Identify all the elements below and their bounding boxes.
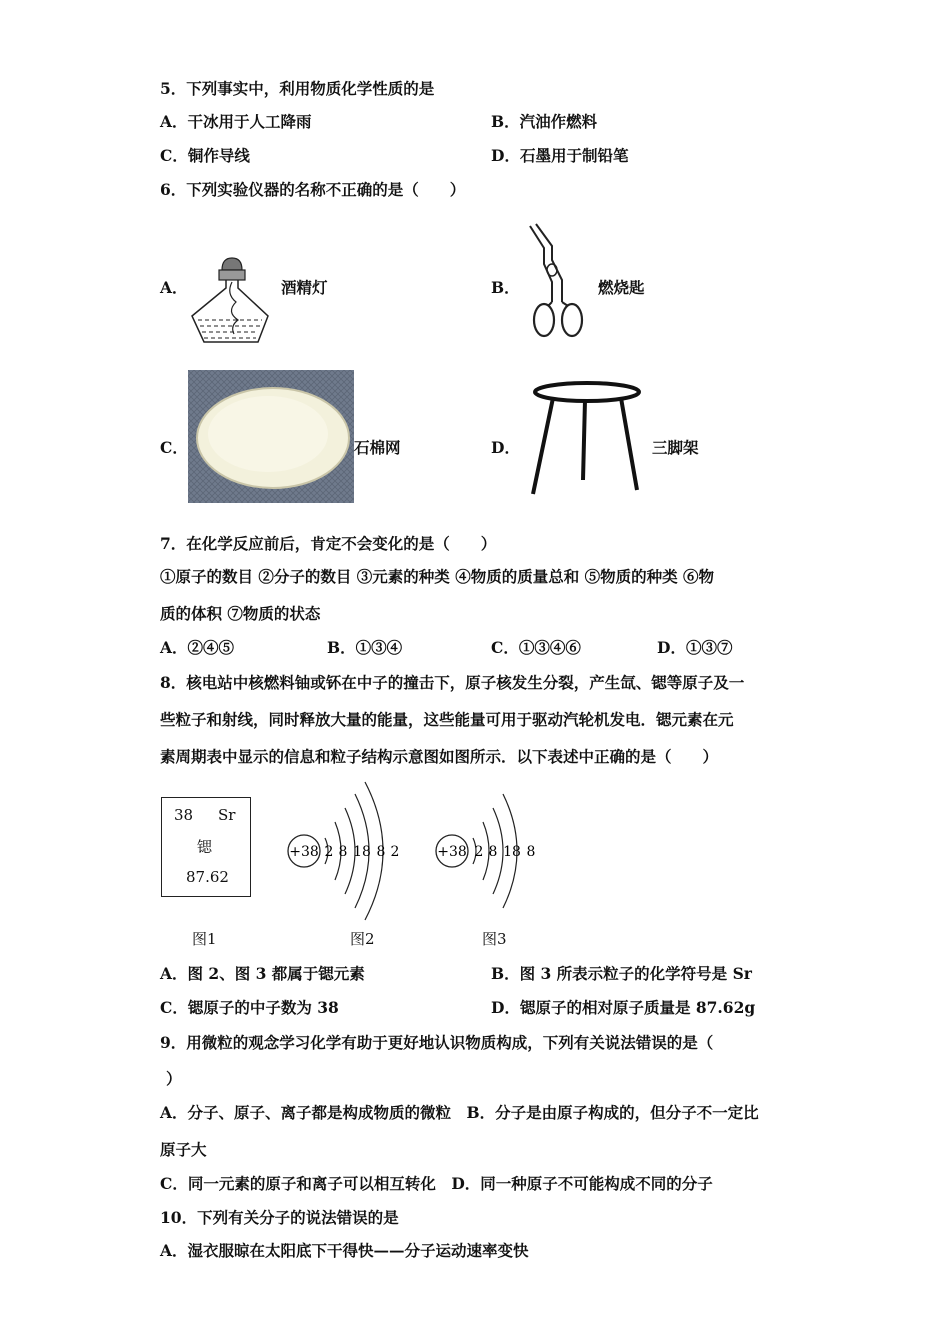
fig2-nucleus: +38 [289, 844, 319, 860]
q7-items-line1: ①原子的数目 ②分子的数目 ③元素的种类 ④物质的质量总和 ⑤物质的种类 ⑥物 [160, 567, 714, 586]
q8-option-d: D．锶原子的相对原子质量是 87.62g [491, 998, 756, 1017]
q10-option-a: A．湿衣服晾在太阳底下干得快——分子运动速率变快 [160, 1241, 529, 1260]
q7-option-d: D．①③⑦ [657, 638, 733, 657]
q9-stem-line2: ） [166, 1069, 182, 1088]
q7-option-c: C．①③④⑥ [491, 638, 581, 657]
q8-option-b: B．图 3 所表示粒子的化学符号是 Sr [491, 964, 752, 983]
alcohol-lamp-icon [188, 254, 270, 346]
q8-option-c: C．锶原子的中子数为 38 [160, 998, 339, 1017]
q6-option-a-letter: A． [160, 278, 188, 297]
q8-stem-line3: 素周期表中显示的信息和粒子结构示意图如图所示．以下表述中正确的是（ ） [160, 747, 719, 766]
q6-option-a-name: 酒精灯 [281, 278, 328, 297]
fig3-shell-1: 2 [474, 844, 484, 860]
q5-option-d: D．石墨用于制铅笔 [491, 146, 629, 165]
q8-option-a: A．图 2、图 3 都属于锶元素 [160, 964, 365, 983]
q8-stem-line2: 些粒子和射线，同时释放大量的能量，这些能量可用于驱动汽轮机发电．锶元素在元 [160, 710, 734, 729]
q9-options-cd: C．同一元素的原子和离子可以相互转化 D．同一种原子不可能构成不同的分子 [160, 1174, 713, 1193]
q6-option-b-letter: B． [491, 278, 520, 297]
fig3-caption: 图3 [482, 930, 507, 948]
q6-stem: 6．下列实验仪器的名称不正确的是（ ） [160, 180, 466, 199]
fig2-caption: 图2 [350, 930, 375, 948]
fig1-caption: 图1 [192, 930, 217, 948]
q7-items-line2: 质的体积 ⑦物质的状态 [160, 604, 321, 623]
fig3-shell-4: 8 [526, 844, 536, 860]
strontium-element-cell [161, 797, 251, 897]
fig3-nucleus: +38 [437, 844, 467, 860]
q5-option-b: B．汽油作燃料 [491, 112, 598, 131]
crucible-tongs-icon [522, 220, 592, 342]
q7-option-b: B．①③④ [327, 638, 403, 657]
fig2-shell-4: 8 [376, 844, 386, 860]
fig2-shell-5: 2 [390, 844, 400, 860]
element-name: 锶 [197, 838, 213, 856]
tripod-icon [525, 380, 645, 500]
q5-stem: 5．下列事实中，利用物质化学性质的是 [160, 79, 435, 98]
q6-option-c-letter: C． [160, 438, 188, 457]
q5-option-a: A．干冰用于人工降雨 [160, 112, 312, 131]
q9-stem-line1: 9．用微粒的观念学习化学有助于更好地认识物质构成，下列有关说法错误的是（ [160, 1033, 714, 1052]
q6-option-d-name: 三脚架 [652, 438, 699, 457]
strontium-ion-diagram [433, 790, 543, 914]
q6-option-b-name: 燃烧匙 [598, 278, 645, 297]
fig2-shell-1: 2 [324, 844, 334, 860]
q5-option-c: C．铜作导线 [160, 146, 250, 165]
fig2-shell-3: 18 [353, 844, 371, 860]
fig3-shell-2: 8 [488, 844, 498, 860]
fig2-shell-2: 8 [338, 844, 348, 860]
q7-option-a: A．②④⑤ [160, 638, 235, 657]
q8-stem-line1: 8．核电站中核燃料铀或钚在中子的撞击下，原子核发生分裂，产生氙、锶等原子及一 [160, 673, 745, 692]
q9-options-ab-line2: 原子大 [160, 1140, 207, 1159]
q6-option-d-letter: D． [491, 438, 520, 457]
atomic-mass: 87.62 [186, 868, 229, 886]
atomic-number: 38 [174, 806, 194, 824]
q9-options-ab-line1: A．分子、原子、离子都是构成物质的微粒 B．分子是由原子构成的，但分子不一定比 [160, 1103, 759, 1122]
asbestos-gauze-photo [188, 370, 354, 503]
strontium-atom-diagram [285, 778, 415, 922]
element-symbol: Sr [218, 806, 236, 824]
q7-stem: 7．在化学反应前后，肯定不会变化的是（ ） [160, 534, 497, 553]
fig3-shell-3: 18 [503, 844, 521, 860]
q6-option-c-name: 石棉网 [354, 438, 401, 457]
q10-stem: 10．下列有关分子的说法错误的是 [160, 1208, 399, 1227]
